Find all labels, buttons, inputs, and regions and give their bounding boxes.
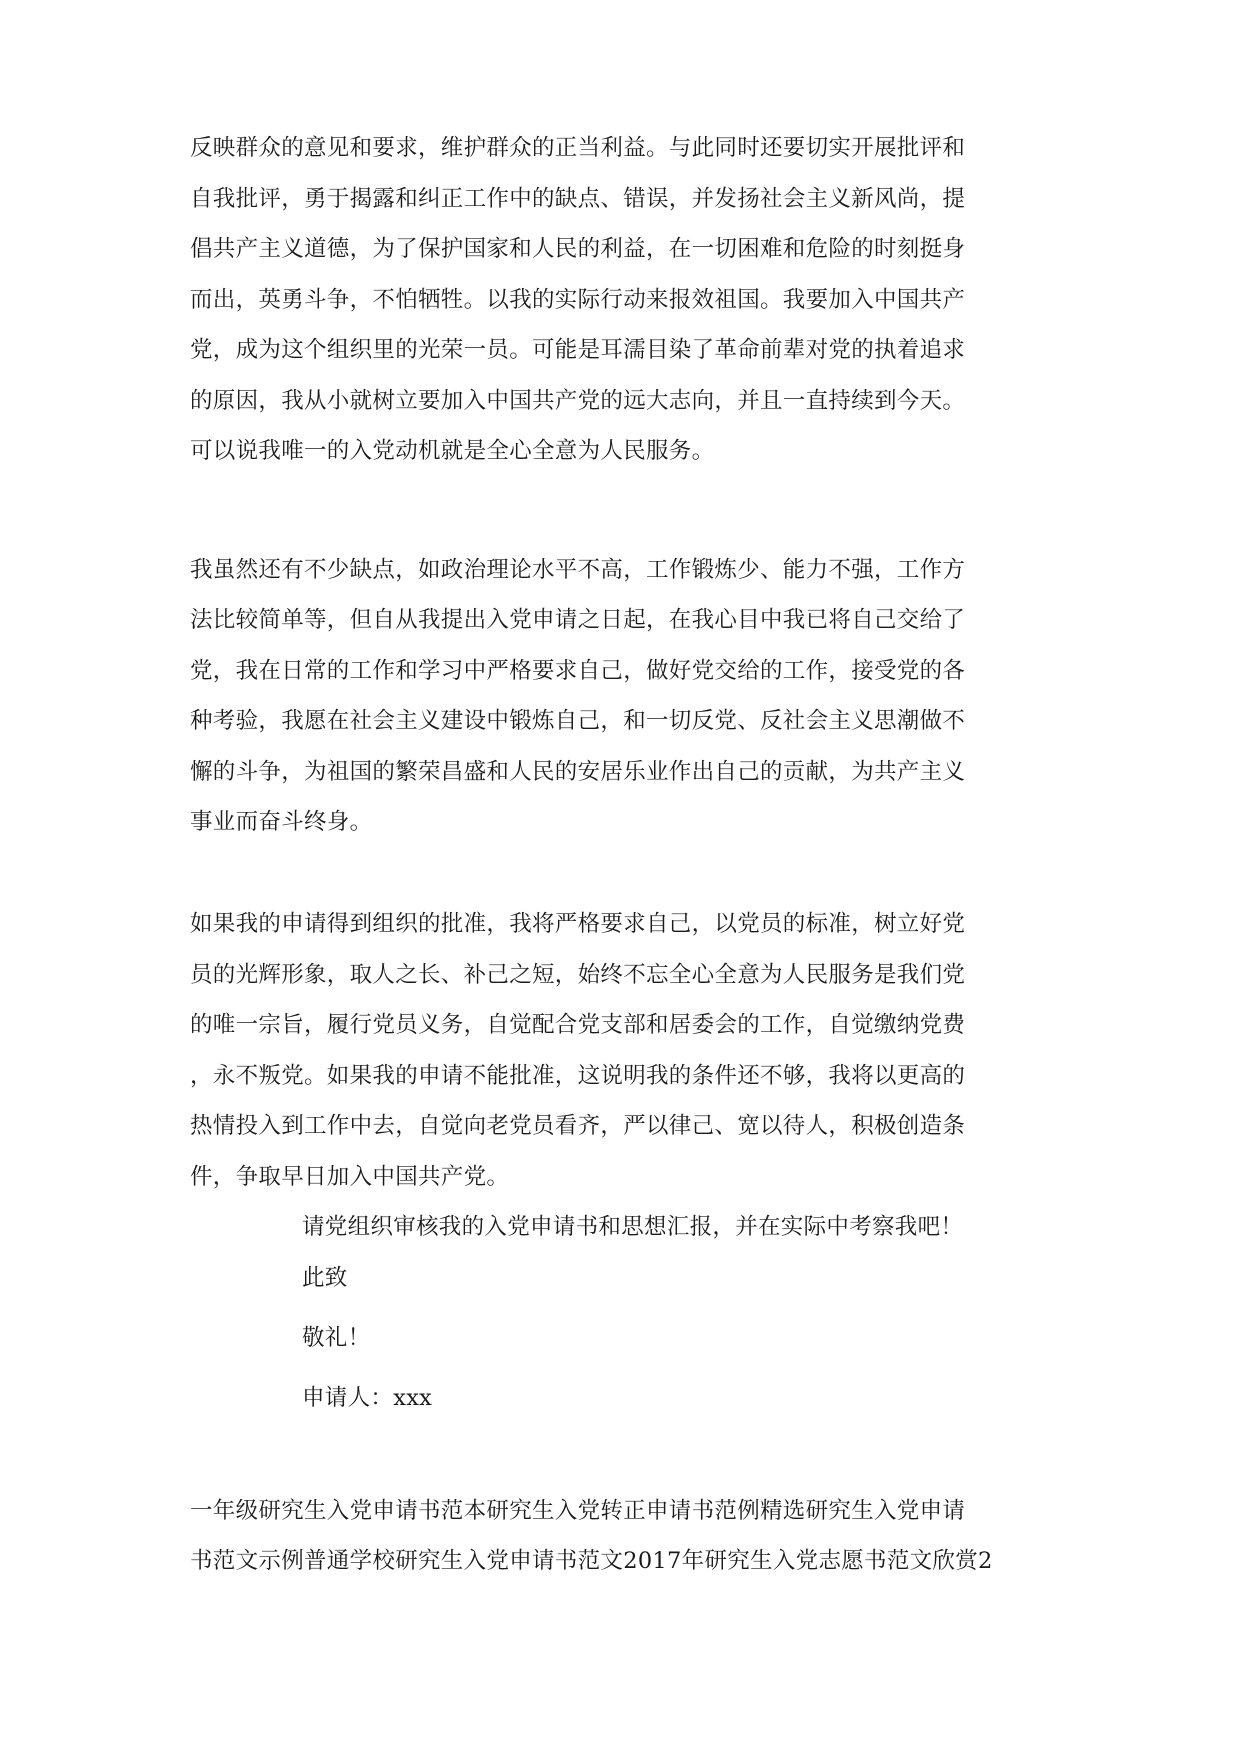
- paragraph-line: 如果我的申请得到组织的批准，我将严格要求自己，以党员的标准，树立好党: [190, 911, 966, 937]
- paragraph-line: 热情投入到工作中去，自觉向老党员看齐，严以律己、宽以待人，积极创造条: [190, 1113, 966, 1139]
- closing-request: 请党组织审核我的入党申请书和思想汇报，并在实际中考察我吧！: [302, 1214, 964, 1240]
- paragraph-line: 的唯一宗旨，履行党员义务，自觉配合党支部和居委会的工作，自觉缴纳党费: [190, 1012, 966, 1038]
- paragraph-line: 可以说我唯一的入党动机就是全心全意为人民服务。: [190, 438, 715, 464]
- paragraph-line: 党，成为这个组织里的光荣一员。可能是耳濡目染了革命前辈对党的执着追求: [190, 337, 966, 363]
- paragraph-line: 懈的斗争，为祖国的繁荣昌盛和人民的安居乐业作出自己的贡献，为共产主义: [190, 759, 966, 785]
- applicant-signature: 申请人：xxx: [302, 1385, 433, 1411]
- paragraph-line: 我虽然还有不少缺点，如政治理论水平不高，工作锻炼少、能力不强，工作方: [190, 557, 966, 583]
- related-articles-line[interactable]: 书范文示例普通学校研究生入党申请书范文2017年研究生入党志愿书范文欣赏2: [190, 1548, 993, 1574]
- paragraph-line: 员的光辉形象，取人之长、补己之短，始终不忘全心全意为人民服务是我们党: [190, 962, 966, 988]
- paragraph-line: 自我批评，勇于揭露和纠正工作中的缺点、错误，并发扬社会主义新风尚，提: [190, 186, 966, 212]
- paragraph-line: 而出，英勇斗争，不怕牺牲。以我的实际行动来报效祖国。我要加入中国共产: [190, 287, 966, 313]
- salutation-jingli: 敬礼！: [302, 1325, 371, 1351]
- paragraph-line: 反映群众的意见和要求，维护群众的正当利益。与此同时还要切实开展批评和: [190, 135, 966, 161]
- paragraph-line: 法比较简单等，但自从我提出入党申请之日起，在我心目中我已将自己交给了: [190, 607, 966, 633]
- paragraph-line: 件，争取早日加入中国共产党。: [190, 1164, 510, 1190]
- paragraph-line: 事业而奋斗终身。: [190, 809, 373, 835]
- paragraph-line: 倡共产主义道德，为了保护国家和人民的利益，在一切困难和危险的时刻挺身: [190, 236, 966, 262]
- paragraph-line: 的原因，我从小就树立要加入中国共产党的远大志向，并且一直持续到今天。: [190, 388, 966, 414]
- related-articles-line[interactable]: 一年级研究生入党申请书范本研究生入党转正申请书范例精选研究生入党申请: [190, 1498, 966, 1524]
- salutation-cizhi: 此致: [302, 1265, 348, 1291]
- paragraph-line: 种考验，我愿在社会主义建设中锻炼自己，和一切反党、反社会主义思潮做不: [190, 708, 966, 734]
- paragraph-line: ，永不叛党。如果我的申请不能批准，这说明我的条件还不够，我将以更高的: [190, 1063, 966, 1089]
- paragraph-line: 党，我在日常的工作和学习中严格要求自己，做好党交给的工作，接受党的各: [190, 658, 966, 684]
